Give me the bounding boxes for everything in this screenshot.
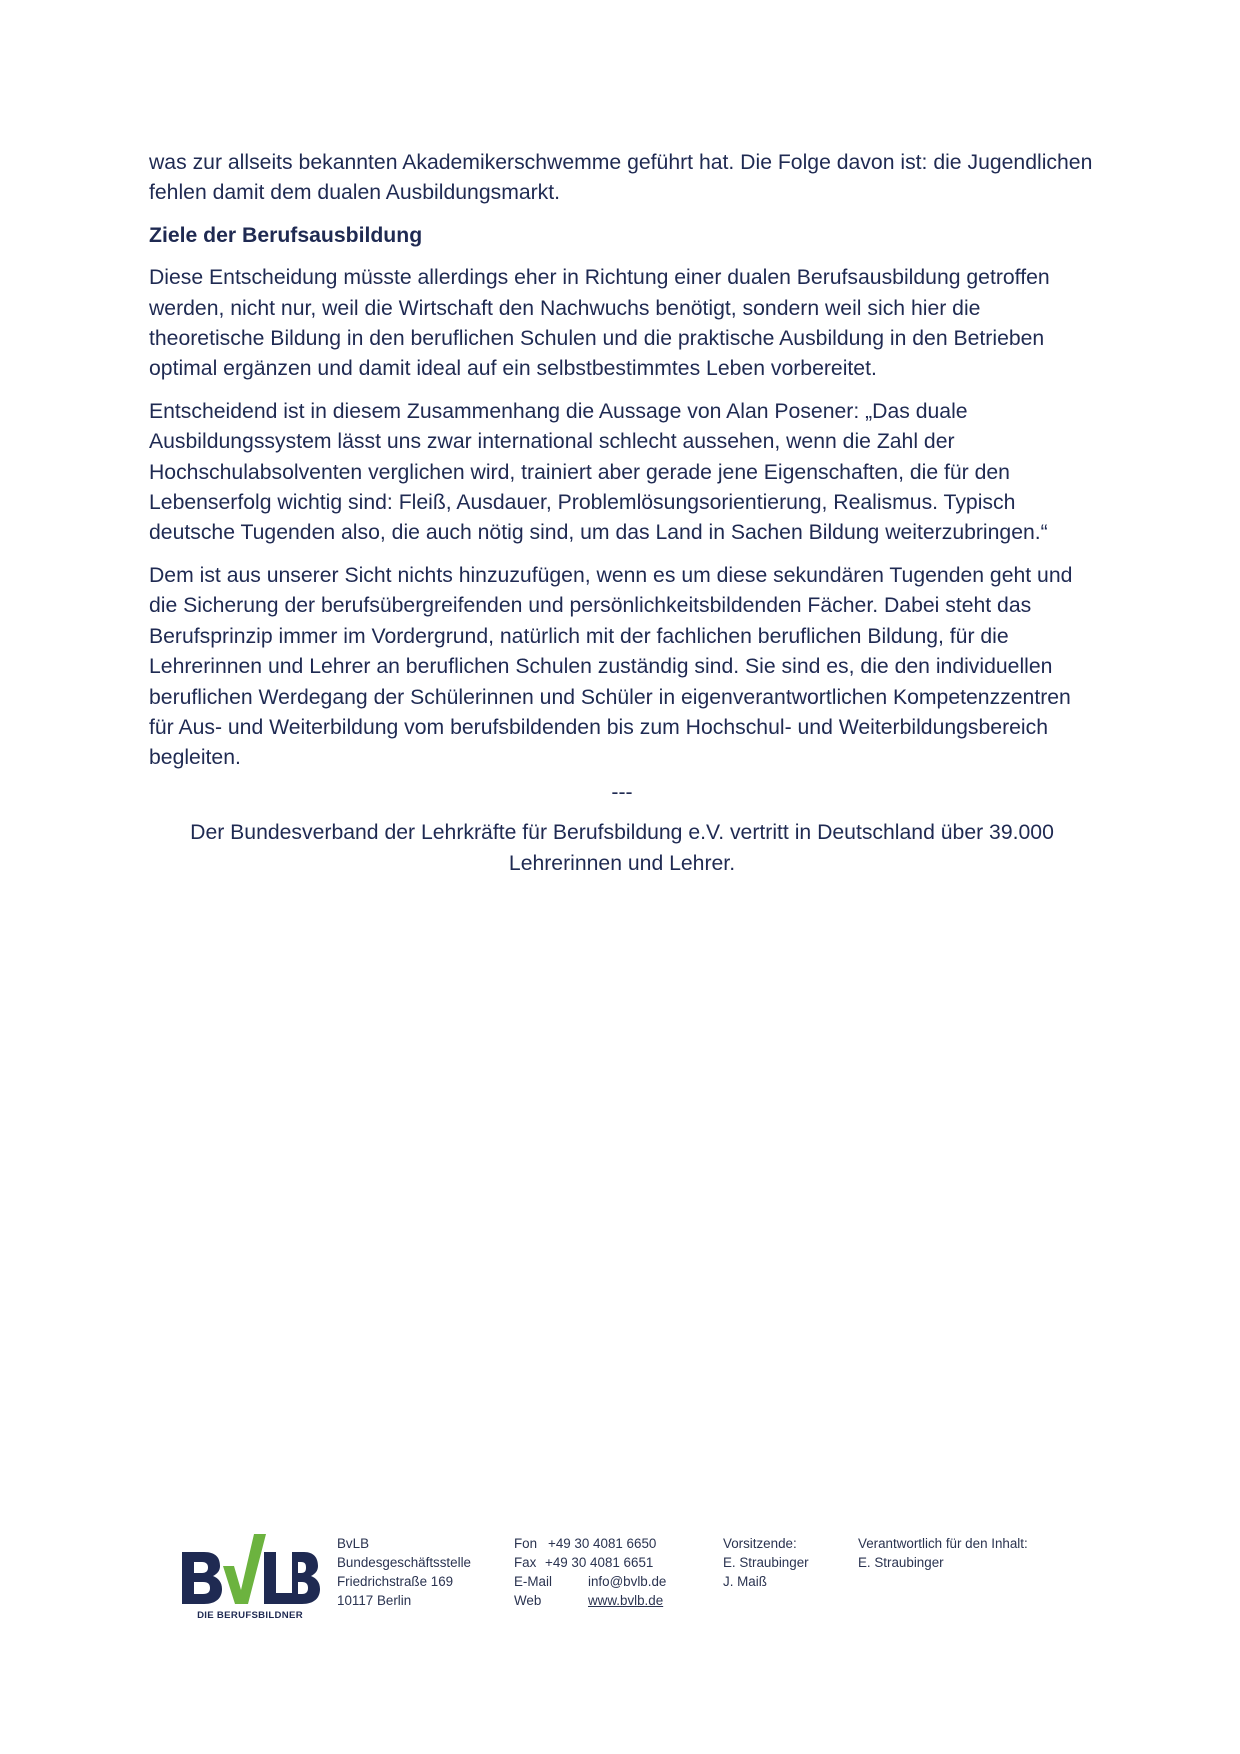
responsible-label: Verantwortlich für den Inhalt: [858,1536,1028,1551]
footer-chair [723,1534,809,1591]
contact-fax [514,1553,666,1572]
paragraph-conclusion: Dem ist aus unserer Sicht nichts hinzuzufügen, wenn es um diese sekundären Tugenden geht und die Sicherung der berufsübergreifenden und persönlichkeitsbildenden Fächer. Dabei steht das Berufsprinzip immer im Vordergrund, natürlich mit der fachlichen beruflichen Bildung, für die Lehrerinnen und Lehrer an beruflichen Schulen zuständig sind. Sie sind es, die den individuellen beruflichen Werdegang der Schülerinnen und Schüler in eigenverantwortlichen Kompetenzzentren für Aus- und Weiterbildung vom berufsbildenden bis zum Hochschul- und Weiterbildungsbereich begleiten. [149,563,1073,770]
contact-label: E-Mail [514,1574,552,1589]
bvlb-logo [180,1530,320,1608]
letterhead-footer [0,1526,1240,1666]
footer-address [337,1534,471,1610]
chair-name: J. Maiß [723,1574,767,1589]
contact-label: Fon [514,1536,538,1551]
contact-label: Fax [514,1555,537,1570]
footer-responsible [858,1534,1028,1572]
paragraph-quote: Entscheidend ist in diesem Zusammenhang die Aussage von Alan Posener: „Das duale Ausbildungssystem lässt uns zwar international schlecht aussehen, wenn die Zahl der Hochschulabsolventen verglichen wird, trainiert aber gerade jene Eigenschaften, die für den Lebenserfolg wichtig sind: Fleiß, Ausdauer, Problemlösungsorientierung, Realismus. Typisch deutsche Tugenden also, die auch nötig sind, um das Land in Sachen Bildung weiterzubringen.“ [149,399,1048,545]
website-link[interactable]: www.bvlb.de [588,1593,664,1608]
contact-web [514,1591,666,1610]
contact-email [514,1572,666,1591]
body-text [149,148,1095,891]
address-line: Bundesgeschäftsstelle [337,1555,471,1570]
address-line: BvLB [337,1536,370,1551]
paragraph-intro: was zur allseits bekannten Akademikerschwemme geführt hat. Die Folge davon ist: die Jugendlichen fehlen damit dem dualen Ausbildungsmarkt. [149,151,1093,205]
email-link[interactable]: info@bvlb.de [588,1574,667,1589]
responsible-name: E. Straubinger [858,1555,944,1570]
address-line: Friedrichstraße 169 [337,1574,454,1589]
separator: --- [611,780,633,804]
address-line: 10117 Berlin [337,1593,412,1608]
logo-tagline: DIE BERUFSBILDNER [197,1610,303,1621]
paragraph-decision: Diese Entscheidung müsste allerdings eher in Richtung einer dualen Berufsausbildung getroffen werden, nicht nur, weil die Wirtschaft den Nachwuchs benötigt, sondern weil sich hier die theoretische Bildung in den beruflichen Schulen und die praktische Ausbildung in den Betrieben optimal ergänzen und damit ideal auf ein selbstbestimmtes Leben vorbereitet. [149,266,1050,381]
footer-contact [514,1534,666,1610]
contact-label: Web [514,1593,542,1608]
chair-label: Vorsitzende: [723,1536,797,1551]
contact-phone [514,1534,666,1553]
chair-name: E. Straubinger [723,1555,809,1570]
section-heading: Ziele der Berufsausbildung [149,223,423,247]
closing-statement: Der Bundesverband der Lehrkräfte für Berufsbildung e.V. vertritt in Deutschland über 39.000 Lehrerinnen und Lehrer. [190,821,1054,875]
contact-value: +49 30 4081 6650 [548,1536,657,1551]
contact-value: +49 30 4081 6651 [545,1555,654,1570]
